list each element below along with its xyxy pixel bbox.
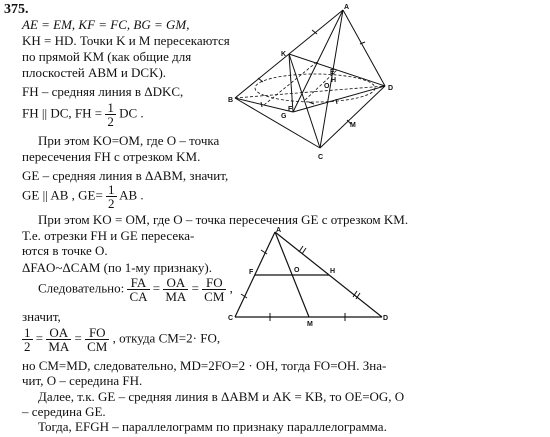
fraction-denominator: CM: [87, 339, 108, 354]
text-line-18: но CM=MD, следовательно, MD=2FO=2 · OH, тогда FO=OH. Зна-: [22, 358, 387, 373]
fh-parallel-text: FH || DC, FH =: [22, 105, 103, 121]
segment-am: [293, 10, 343, 112]
text-line-6: [22, 101, 144, 128]
equals-sign: =: [152, 280, 161, 296]
fig2-label-d: D: [383, 315, 389, 322]
text-line-12: Т.е. отрезки FH и GE пересека-: [22, 228, 195, 243]
text-line-19: чит, O – середина FH.: [22, 373, 143, 388]
fraction-numerator: FA: [127, 276, 149, 290]
fraction-numerator: OA: [46, 326, 71, 340]
fig1-label-k: K: [281, 51, 287, 58]
fraction-fo-cm-2: [85, 326, 109, 353]
tick-mark: [302, 248, 306, 254]
tick-mark: [261, 102, 262, 107]
fig2-label-o: O: [294, 267, 300, 274]
fraction-numerator: 1: [108, 182, 115, 197]
fraction-denominator: MA: [165, 289, 187, 304]
segment-kd: [289, 54, 385, 86]
fraction-denominator: 2: [107, 114, 114, 129]
problem-number: 375.: [4, 2, 29, 17]
fraction-one-half: [22, 326, 33, 353]
fraction-numerator: FO: [202, 276, 226, 290]
text-line-8: пересечения FH с отрезком KM.: [22, 149, 201, 164]
fraction-denominator: 2: [108, 196, 115, 211]
segment-km: [289, 54, 293, 112]
tick-mark: [258, 78, 263, 82]
text-line-21: – середина GE.: [22, 404, 106, 419]
equals-sign: =: [191, 280, 199, 296]
fig1-label-h: H: [331, 77, 337, 84]
fig1-label-a: A: [344, 4, 350, 11]
text-line-20: Далее, т.к. GE – средняя линия в ΔABM и AK = KB, то OE=OG, O: [38, 389, 405, 404]
text-line-5: FH – средняя линия в ΔDKC,: [22, 84, 184, 99]
text-line-1: AE = EM, KF = FC, BG = GM,: [22, 17, 190, 32]
text-line-4: плоскостей ABM и DCK).: [22, 65, 167, 80]
fig2-label-a: A: [276, 227, 282, 234]
fig2-label-c: C: [228, 315, 234, 322]
text-line-7: При этом KO=OM, где O – точка: [38, 133, 220, 148]
fraction-denominator: CM: [204, 289, 225, 304]
fig1-label-o: O: [324, 83, 330, 90]
fig1-label-g: G: [281, 113, 287, 120]
dc-text: DC .: [119, 105, 144, 121]
tetrahedron-figure: [225, 0, 400, 165]
tick-mark: [299, 246, 303, 252]
fig1-label-b: B: [228, 97, 234, 104]
fig2-label-f: F: [249, 269, 254, 276]
fig1-label-e: E: [330, 69, 335, 76]
text-line-3: по прямой KM (как общие для: [22, 49, 192, 64]
text-line-10: [22, 183, 144, 210]
text-line-11: При этом KO = OM, где O – точка пересечения GE с отрезком KM.: [38, 212, 409, 227]
fraction-denominator: 2: [24, 339, 31, 354]
therefore-text: Следовательно:: [38, 280, 125, 296]
fraction-numerator: 1: [24, 325, 31, 340]
fig1-label-d: D: [388, 85, 394, 92]
equals-sign: =: [74, 330, 82, 346]
whence-text: , откуда CM=2· FO,: [112, 330, 221, 346]
text-line-15: [38, 276, 233, 303]
fig2-label-h: H: [330, 268, 336, 275]
edge-bc: [235, 98, 320, 148]
ab-text: AB .: [119, 187, 144, 203]
fig2-label-m: M: [307, 321, 313, 328]
fig1-label-c: C: [318, 154, 324, 161]
fig1-label-f: F: [288, 106, 293, 113]
fraction-half-1: [105, 101, 116, 128]
text-line-17: [22, 326, 220, 353]
fraction-denominator: MA: [48, 339, 70, 354]
fraction-oa-ma-2: [46, 326, 71, 353]
equals-sign: =: [35, 330, 44, 346]
fig1-label-m: M: [350, 122, 356, 129]
fraction-numerator: FO: [85, 326, 109, 340]
text-line-9: GE – средняя линия в ΔABM, значит,: [22, 168, 229, 183]
fraction-denominator: CA: [129, 289, 148, 304]
text-line-2: KH = HD. Точки K и M пересекаются: [22, 33, 230, 48]
fraction-fa-ca: [127, 276, 149, 303]
text-line-13: ются в точке O.: [22, 243, 108, 258]
fraction-oa-ma: [163, 276, 188, 303]
text-line-14: ΔFAO~ΔCAM (по 1-му признаку).: [22, 260, 212, 275]
comma: ,: [229, 280, 233, 296]
fraction-fo-cm: [202, 276, 226, 303]
text-line-16: значит,: [22, 309, 61, 324]
triangle-figure: [225, 222, 395, 332]
fraction-numerator: 1: [107, 100, 114, 115]
text-line-22: Тогда, EFGH – параллелограмм по признаку параллелограмма.: [38, 419, 387, 434]
fraction-half-2: [106, 183, 117, 210]
fraction-numerator: OA: [163, 276, 188, 290]
ge-parallel-text: GE || AB , GE=: [22, 187, 103, 203]
